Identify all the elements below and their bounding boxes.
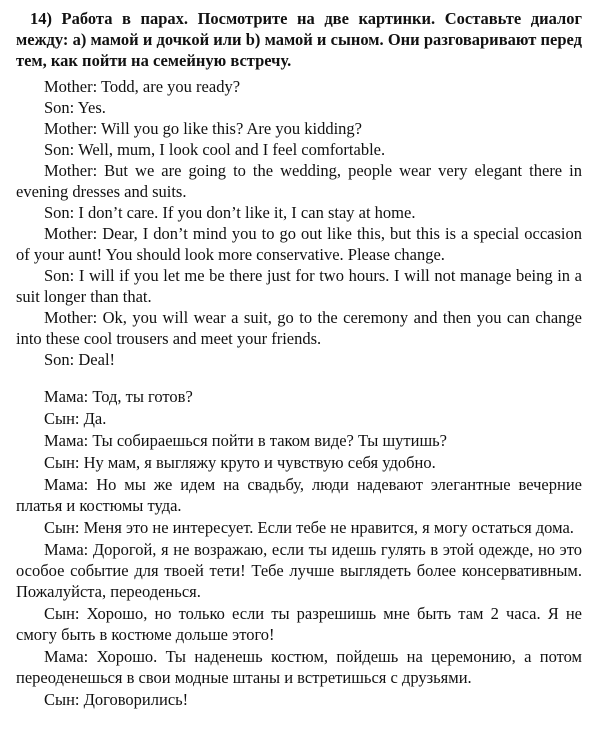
section-spacer [16,370,582,386]
task-instruction: 14) Работа в парах. Посмотрите на две картинки. Составьте диалог между: а) мамой и дочкой или b) мамой и сыном. Они разговаривают перед тем, как пойти на семейную встречу. [16,9,582,70]
english-dialogue [16,76,582,370]
dialogue-line: Son: Yes. [44,98,106,117]
dialogue-line: Mother: Todd, are you ready? [44,77,241,96]
dialogue-line: Mother: Ok, you will wear a suit, go to the ceremony and then you can change into these cool trousers and meet your friends. [16,308,582,348]
dialogue-line: Мама: Ты собираешься пойти в таком виде? Ты шутишь? [44,431,448,450]
dialogue-line: Сын: Меня это не интересует. Если тебе не нравится, я могу остаться дома. [44,518,574,537]
dialogue-line: Son: Deal! [44,350,116,369]
textbook-page [16,8,582,711]
dialogue-line: Сын: Да. [44,409,107,428]
dialogue-line: Mother: But we are going to the wedding, people wear very elegant there in evening dresses and suits. [16,161,582,201]
dialogue-line: Mother: Will you go like this? Are you kidding? [44,119,362,138]
dialogue-line: Мама: Но мы же идем на свадьбу, люди надевают элегантные вечерние платья и костюмы туда. [16,475,582,515]
dialogue-line: Сын: Хорошо, но только если ты разрешишь мне быть там 2 часа. Я не смогу быть в костюме дольше этого! [16,604,582,644]
dialogue-line: Son: I don’t care. If you don’t like it, I can stay at home. [44,203,416,222]
dialogue-line: Son: I will if you let me be there just for two hours. I will not manage being in a suit longer than that. [16,266,582,306]
dialogue-line: Мама: Тод, ты готов? [44,387,193,406]
dialogue-line: Сын: Договорились! [44,690,189,709]
dialogue-line: Mother: Dear, I don’t mind you to go out like this, but this is a special occasion of your aunt! You should look more conservative. Please change. [16,224,582,264]
dialogue-line: Son: Well, mum, I look cool and I feel comfortable. [44,140,386,159]
dialogue-line: Мама: Хорошо. Ты наденешь костюм, пойдешь на церемонию, а потом переоденешься в свои модные штаны и встретишься с друзьями. [16,647,582,687]
dialogue-line: Сын: Ну мам, я выгляжу круто и чувствую себя удобно. [44,453,436,472]
russian-dialogue [16,386,582,710]
dialogue-line: Мама: Дорогой, я не возражаю, если ты идешь гулять в этой одежде, но это особое событие для твоей тети! Тебе лучше выглядеть более консервативным. Пожалуйста, переоденься. [16,540,582,601]
